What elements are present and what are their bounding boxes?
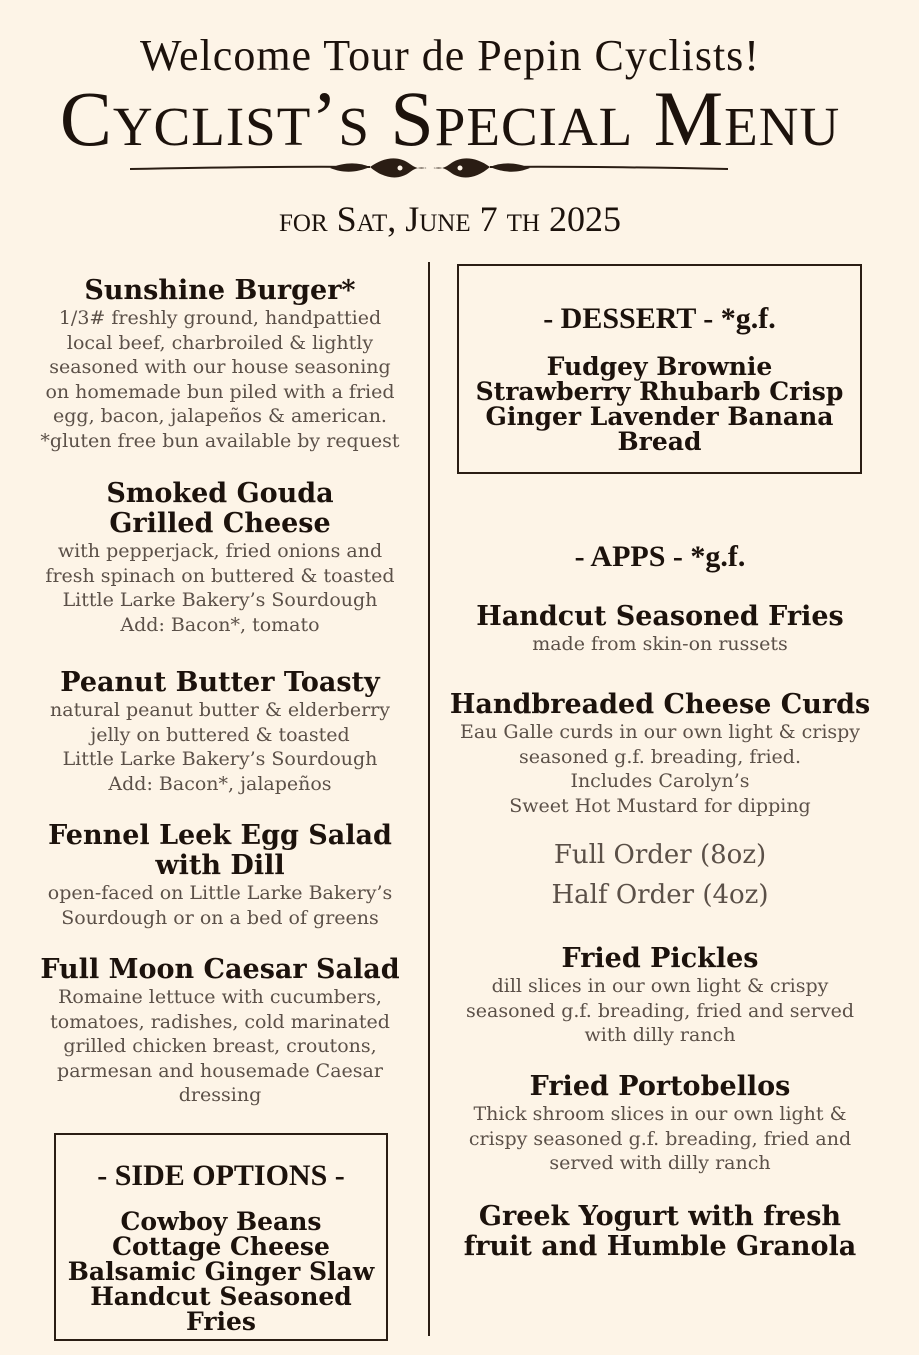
item-description: open-faced on Little Larke Bakery’s Sourdough or on a bed of greens: [47, 882, 393, 929]
menu-item-greek-yogurt: [440, 1202, 880, 1262]
dessert-box: [457, 264, 862, 474]
menu-item-cheese-curds: [440, 690, 880, 818]
item-description: dill slices in our own light & crispy seasoned g.f. breading, fried and served with dilly ranch: [466, 975, 854, 1046]
menu-item-sunshine-burger: [20, 276, 420, 453]
item-title: Sunshine Burger*: [84, 275, 356, 306]
dessert-heading: - DESSERT - *g.f.: [543, 302, 776, 335]
side-options-box: [54, 1133, 388, 1341]
list-item: Ginger Lavender Banana Bread: [485, 402, 834, 456]
list-item: Cottage Cheese: [112, 1232, 330, 1261]
list-item: Handcut Seasoned Fries: [90, 1282, 352, 1336]
side-options-list: [56, 1209, 386, 1334]
dessert-list: [459, 354, 860, 454]
menu-title: Cyclist’s Special Menu: [59, 75, 841, 162]
item-title: Fried Portobellos: [529, 1071, 791, 1102]
item-title: Handbreaded Cheese Curds: [449, 689, 871, 720]
item-description: Thick shroom slices in our own light & crispy seasoned g.f. breading, fried and served with dilly ranch: [468, 1103, 852, 1174]
menu-item-smoked-gouda: [20, 479, 420, 637]
list-item: Cowboy Beans: [120, 1207, 322, 1236]
item-description: with pepperjack, fried onions and fresh spinach on buttered & toasted Little Larke Bakery’s Sourdough Add: Bacon*, tomato: [45, 540, 395, 636]
item-title: Fried Pickles: [561, 943, 759, 974]
item-description: 1/3# freshly ground, handpattied local beef, charbroiled & lightly seasoned with our house seasoning on homemade bun piled with a fried egg, bacon, jalapeños & american. *gluten free bun available by request: [40, 307, 400, 452]
menu-item-fried-pickles: [440, 944, 880, 1048]
item-description: Romaine lettuce with cucumbers, tomatoes, radishes, cold marinated grilled chicken breast, croutons, parmesan and housemade Caesar dressing: [50, 986, 390, 1106]
item-title: Greek Yogurt with fresh fruit and Humble Granola: [463, 1201, 857, 1262]
item-title: Handcut Seasoned Fries: [476, 601, 844, 632]
item-title: Peanut Butter Toasty: [60, 667, 380, 698]
full-order-option: Full Order (8oz): [553, 840, 767, 870]
menu-date: for Sat, June 7 th 2025: [279, 199, 621, 239]
half-order-option: Half Order (4oz): [551, 880, 769, 910]
menu-item-fried-portobellos: [440, 1072, 880, 1176]
list-item: Balsamic Ginger Slaw: [67, 1257, 375, 1286]
side-options-heading: - SIDE OPTIONS -: [97, 1159, 345, 1192]
menu-item-full-moon-caesar: [20, 955, 420, 1108]
item-title: Smoked Gouda Grilled Cheese: [106, 478, 334, 539]
item-description: natural peanut butter & elderberry jelly on buttered & toasted Little Larke Bakery’s Sourdough Add: Bacon*, jalapeños: [50, 699, 390, 795]
ornamental-flourish-divider: [130, 152, 730, 186]
menu-item-peanut-butter-toasty: [20, 668, 420, 796]
welcome-heading: Welcome Tour de Pepin Cyclists!: [140, 31, 760, 80]
item-title: Full Moon Caesar Salad: [40, 954, 400, 985]
list-item: Strawberry Rhubarb Crisp: [475, 377, 844, 406]
item-description: Eau Galle curds in our own light & crispy seasoned g.f. breading, fried. Includes Carolyn’s Sweet Hot Mustard for dipping: [459, 721, 861, 817]
column-divider: [428, 262, 430, 1336]
item-title: Fennel Leek Egg Salad with Dill: [48, 820, 392, 881]
menu-item-handcut-fries: [440, 602, 880, 657]
apps-heading: - APPS - *g.f.: [574, 540, 746, 573]
menu-item-fennel-leek-egg-salad: [20, 821, 420, 930]
item-description: made from skin-on russets: [532, 633, 788, 655]
list-item: Fudgey Brownie: [546, 352, 773, 381]
